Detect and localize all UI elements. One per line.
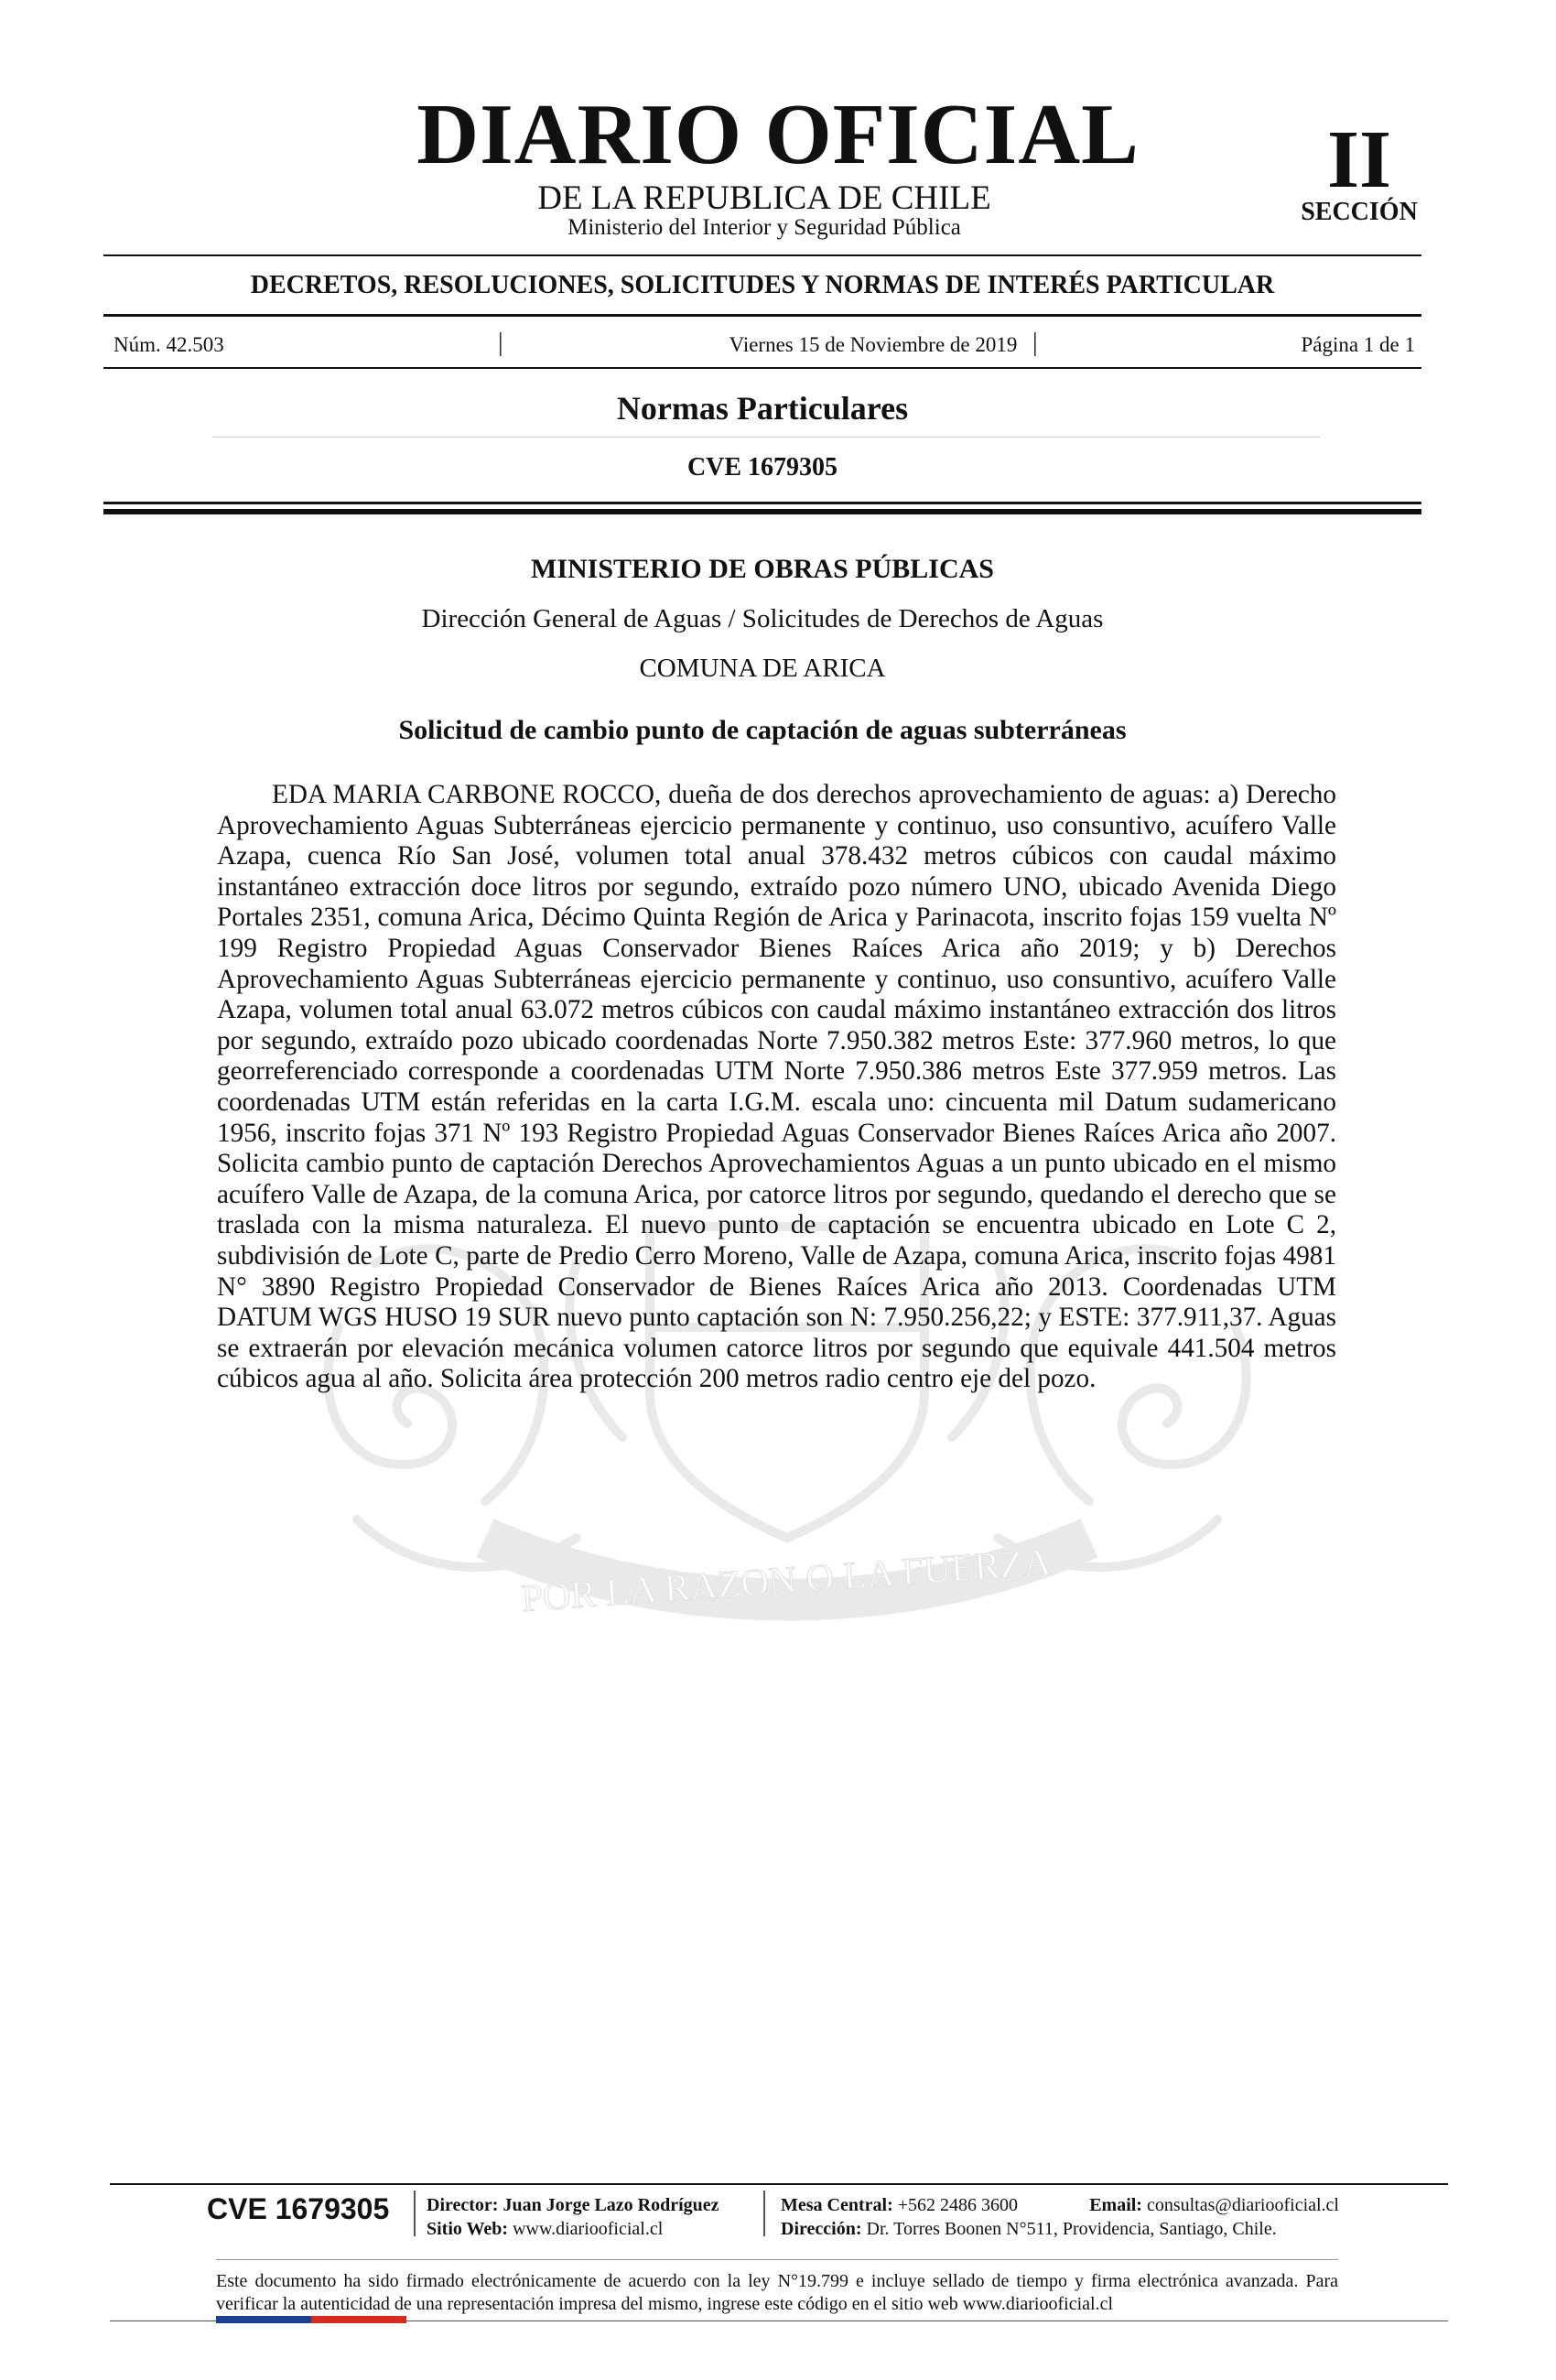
flag-stripe-red bbox=[311, 2316, 406, 2323]
footer-legal-notice: Este documento ha sido firmado electrónicamente de acuerdo con la ley N°19.799 e incluye sellado de tiempo y firma electrónica avanzada. Para verificar la autenticidad de una representación impresa del mismo, ingrese este código en el sitio web www.diariooficial.cl bbox=[216, 2271, 1338, 2314]
footer-contact-block bbox=[781, 2193, 1339, 2241]
category-divider bbox=[103, 314, 1421, 317]
website-label: Sitio Web: bbox=[427, 2219, 509, 2239]
separator: | bbox=[1032, 329, 1038, 357]
phone-label: Mesa Central: bbox=[781, 2195, 893, 2215]
phone-number: +562 2486 3600 bbox=[897, 2195, 1019, 2215]
masthead-divider bbox=[103, 254, 1421, 256]
director-name: Juan Jorge Lazo Rodríguez bbox=[502, 2195, 719, 2215]
address-value: Dr. Torres Boonen N°511, Providencia, Santiago, Chile. bbox=[866, 2219, 1277, 2239]
section-label: SECCIÓN bbox=[1301, 198, 1418, 226]
section-title: Normas Particulares bbox=[616, 390, 909, 427]
email-label: Email: bbox=[1089, 2195, 1142, 2215]
notice-ministry: MINISTERIO DE OBRAS PÚBLICAS bbox=[531, 554, 994, 584]
watermark-motto: POR LA RAZON O LA FUERZA bbox=[520, 1541, 1053, 1621]
flag-stripe-blue bbox=[216, 2316, 311, 2323]
issue-date: Viernes 15 de Noviembre de 2019 bbox=[729, 333, 1018, 356]
cve-code: CVE 1679305 bbox=[686, 453, 838, 481]
cve-divider-bottom bbox=[103, 509, 1421, 514]
notice-body: EDA MARIA CARBONE ROCCO, dueña de dos derechos aprovechamiento de aguas: a) Derecho Aprovechamiento Aguas Subterráneas ejercicio permanente y continuo, uso consuntivo, acuífero Valle Azapa, cuenca Río San José, volumen total anual 378.432 metros cúbicos con caudal máximo instantáneo extracción doce litros por segundo, extraído pozo número UNO, ubicado Avenida Diego Portales 2351, comuna Arica, Décimo Quinta Región de Arica y Parinacota, inscrito fojas 159 vuelta Nº 199 Registro Propiedad Aguas Conservador Bienes Raíces Arica año 2019; y b) Derechos Aprovechamiento Aguas Subterráneas ejercicio permanente y continuo, uso consuntivo, acuífero Valle Azapa, volumen total anual 63.072 metros cúbicos con caudal máximo instantáneo extracción dos litros por segundo, extraído pozo ubicado coordenadas Norte 7.950.382 metros Este: 377.960 metros, lo que georreferenciado corresponde a coordenadas UTM Norte 7.950.386 metros Este 377.959 metros. Las coordenadas UTM están referidas en la carta I.G.M. escala uno: cincuenta mil Datum sudamericano 1956, inscrito fojas 371 Nº 193 Registro Propiedad Aguas Conservador Bienes Raíces Arica año 2007. Solicita cambio punto de captación Derechos Aprovechamientos Aguas a un punto ubicado en el mismo acuífero Valle de Azapa, de la comuna Arica, por catorce litros por segundo, quedando el derecho que se traslada con la misma naturaleza. El nuevo punto de captación se encuentra ubicado en Lote C 2, subdivisión de Lote C, parte de Predio Cerro Moreno, Valle de Azapa, comuna Arica, inscrito fojas 4981 N° 3890 Registro Propiedad Conservador de Bienes Raíces Arica año 2013. Coordenadas UTM DATUM WGS HUSO 19 SUR nuevo punto captación son N: 7.950.256,22; y ESTE: 377.911,37. Aguas se extraerán por elevación mecánica volumen catorce litros por segundo que equivale 441.504 metros cúbicos agua al año. Solicita área protección 200 metros radio centro eje del pozo. bbox=[217, 780, 1336, 1394]
footer-divider bbox=[110, 2183, 1448, 2185]
page-indicator: Página 1 de 1 bbox=[1301, 333, 1415, 356]
category-heading: DECRETOS, RESOLUCIONES, SOLICITUDES Y NORMAS DE INTERÉS PARTICULAR bbox=[250, 271, 1275, 299]
masthead-subtitle: DE LA REPUBLICA DE CHILE bbox=[537, 179, 991, 217]
section-title-underline bbox=[212, 437, 1320, 438]
footer-director-block bbox=[427, 2193, 756, 2241]
masthead-ministry: Ministerio del Interior y Seguridad Pública bbox=[567, 215, 961, 240]
masthead-title: DIARIO OFICIAL bbox=[416, 87, 1140, 182]
notice-comuna: COMUNA DE ARICA bbox=[639, 654, 886, 683]
footer-legal-divider bbox=[216, 2259, 1338, 2260]
footer-column-divider bbox=[414, 2191, 416, 2236]
cve-divider-top bbox=[103, 502, 1421, 504]
footer-column-divider bbox=[763, 2191, 765, 2236]
footer-cve-code: CVE 1679305 bbox=[207, 2192, 390, 2225]
notice-subject: Solicitud de cambio punto de captación de aguas subterráneas bbox=[398, 715, 1127, 745]
director-label: Director: bbox=[427, 2195, 499, 2215]
address-label: Dirección: bbox=[781, 2219, 862, 2239]
issue-divider bbox=[103, 367, 1421, 369]
website-link[interactable]: www.diariooficial.cl bbox=[513, 2219, 664, 2239]
section-number: II bbox=[1326, 114, 1392, 205]
email-link[interactable]: consultas@diariooficial.cl bbox=[1146, 2195, 1339, 2215]
notice-direction: Dirección General de Aguas / Solicitudes de Derechos de Aguas bbox=[421, 604, 1104, 633]
issue-number: Núm. 42.503 bbox=[113, 333, 224, 356]
separator: | bbox=[498, 329, 503, 357]
